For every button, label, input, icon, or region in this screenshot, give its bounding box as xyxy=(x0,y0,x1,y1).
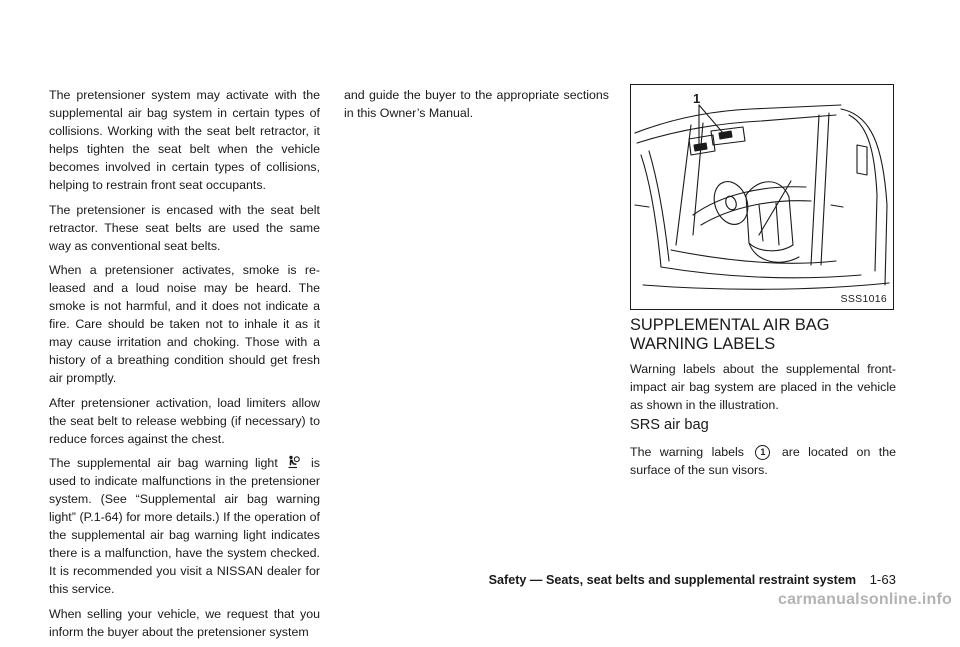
paragraph-load-limiters: After pretensioner activation, load limiters allow the seat belt to release webbing (if necessary) to reduce forces against the chest. xyxy=(49,395,320,446)
car-interior-sun-visor-illustration xyxy=(631,85,893,309)
paragraph-guide-buyer: and guide the buyer to the appropriate sections in this Owner’s Manual. xyxy=(344,88,609,121)
subsection-body-text xyxy=(630,443,896,479)
warning-light-text-before: The supplemental air bag warning light xyxy=(49,455,278,470)
page-number: 1-63 xyxy=(869,572,896,587)
paragraph-warning-light xyxy=(49,454,320,599)
section-heading: SUPPLEMENTAL AIR BAG WARNING LABELS xyxy=(630,316,830,353)
airbag-warning-light-icon xyxy=(286,455,300,469)
paragraph-selling-vehicle: When selling your vehicle, we request that you inform the buyer about the pretensioner system xyxy=(49,606,320,639)
sun-visor-text-after: are located on the surface of the sun visors. xyxy=(630,445,896,478)
car-interior-figure xyxy=(630,84,894,310)
paragraph-smoke-noise: When a pretensioner activates, smoke is re-leased and a loud noise may be heard. The smoke is not harmful, and it does not indicate a fire. Care should be taken not to inhale it as it may cause irritation and choking. Those with a history of a breathing condition should get fresh air promptly. xyxy=(49,262,320,386)
sun-visor-text-before: The warning labels xyxy=(630,445,744,459)
footer-section-title: Safety — Seats, seat belts and supplemental restraint system xyxy=(488,573,857,587)
paragraph-pretensioner-encased: The pretensioner is encased with the seat belt retractor. These seat belts are used the same way as conventional seat belts. xyxy=(49,202,320,253)
paragraph-pretensioner-activation: The pretensioner system may activate with the supplemental air bag system in certain types of collisions. Working with the seat belt retractor, it helps tighten the seat belt when the vehicle becomes involved in certain types of collisions, helping to restrain front seat occupants. xyxy=(49,88,320,193)
callout-number-1: 1 xyxy=(693,91,701,106)
watermark: carmanualsonline.info xyxy=(777,591,952,608)
callout-circle-1: 1 xyxy=(755,445,770,460)
warning-light-text-after: is used to indicate malfunctions in the pretensioner system. (See “Supplemental air bag warning light” (P.1-64) for more details.) If the operation of the supplemental air bag warning light indicates there is a malfunction, have the system checked. It is recommended you visit a NISSAN dealer for this service. xyxy=(49,455,320,597)
page-footer xyxy=(489,572,896,587)
section-body-text: Warning labels about the supplemental front-impact air bag system are placed in the vehicle as shown in the illustration. xyxy=(630,362,896,413)
text-column-left xyxy=(49,86,320,647)
figure-code: SSS1016 xyxy=(840,293,887,305)
subsection-heading: SRS air bag xyxy=(630,417,709,433)
text-column-middle xyxy=(344,86,609,128)
